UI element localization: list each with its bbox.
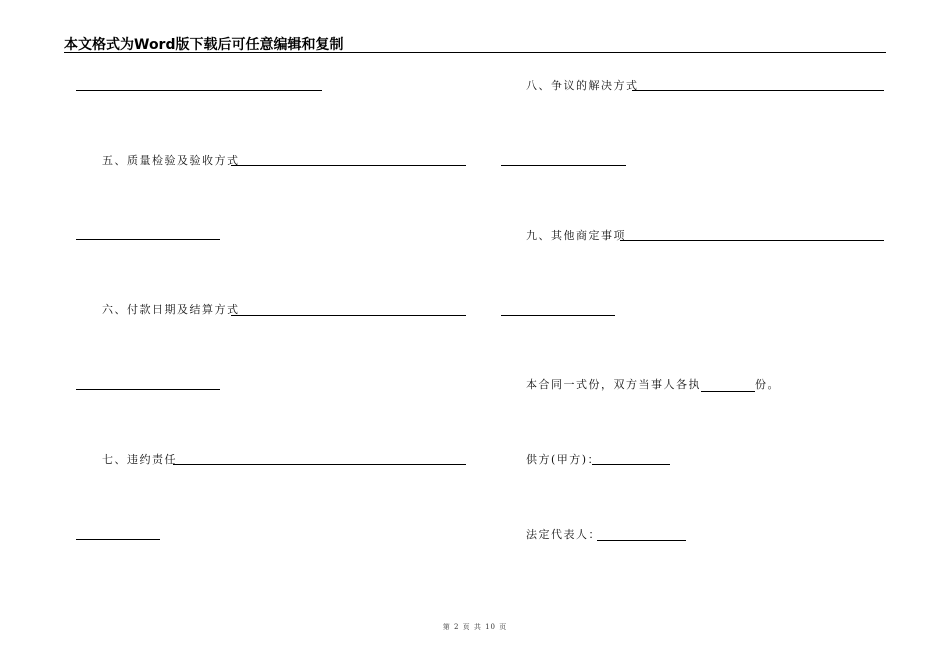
clause-5-fill-line bbox=[231, 165, 466, 166]
blank-line-continuation-5 bbox=[76, 239, 220, 240]
clause-9-fill-line bbox=[620, 240, 884, 241]
copies-suffix: 份。 bbox=[755, 378, 780, 391]
contract-copies-statement bbox=[526, 378, 780, 392]
supplier-label: 供方(甲方)： bbox=[526, 453, 601, 466]
supplier-party-a bbox=[526, 453, 600, 467]
clause-6-fill-line bbox=[231, 315, 466, 316]
clause-6-payment-terms bbox=[102, 303, 240, 317]
legal-rep-label: 法定代表人： bbox=[526, 528, 601, 541]
header-divider bbox=[64, 52, 886, 53]
blank-line-continuation-9 bbox=[501, 315, 615, 316]
page-number-footer: 第 2 页 共 10 页 bbox=[442, 623, 508, 631]
blank-line-continuation-8 bbox=[501, 165, 626, 166]
clause-8-fill-line bbox=[632, 90, 884, 91]
blank-line-continuation-7 bbox=[76, 539, 160, 540]
page-header-title: 本文格式为Word版下载后可任意编辑和复制 bbox=[64, 37, 344, 53]
clause-7-fill-line bbox=[173, 464, 466, 465]
copies-prefix: 本合同一式份，双方当事人各执 bbox=[526, 378, 701, 391]
legal-representative bbox=[526, 528, 601, 542]
copies-count-blank bbox=[701, 380, 755, 392]
clause-5-label: 五、质量检验及验收方式 bbox=[102, 154, 240, 167]
clause-7-liability bbox=[102, 453, 177, 467]
legal-rep-fill-line bbox=[597, 540, 686, 541]
clause-9-label: 九、其他商定事项 bbox=[526, 229, 626, 242]
clause-7-label: 七、违约责任 bbox=[102, 453, 177, 466]
clause-8-label: 八、争议的解决方式 bbox=[526, 79, 639, 92]
clause-9-other-matters bbox=[526, 229, 626, 243]
blank-line-continuation-6 bbox=[76, 389, 220, 390]
clause-6-label: 六、付款日期及结算方式 bbox=[102, 303, 240, 316]
blank-line-continuation-4 bbox=[76, 90, 322, 91]
supplier-fill-line bbox=[592, 464, 670, 465]
clause-5-quality-inspection bbox=[102, 154, 240, 168]
clause-8-dispute-resolution bbox=[526, 79, 639, 93]
